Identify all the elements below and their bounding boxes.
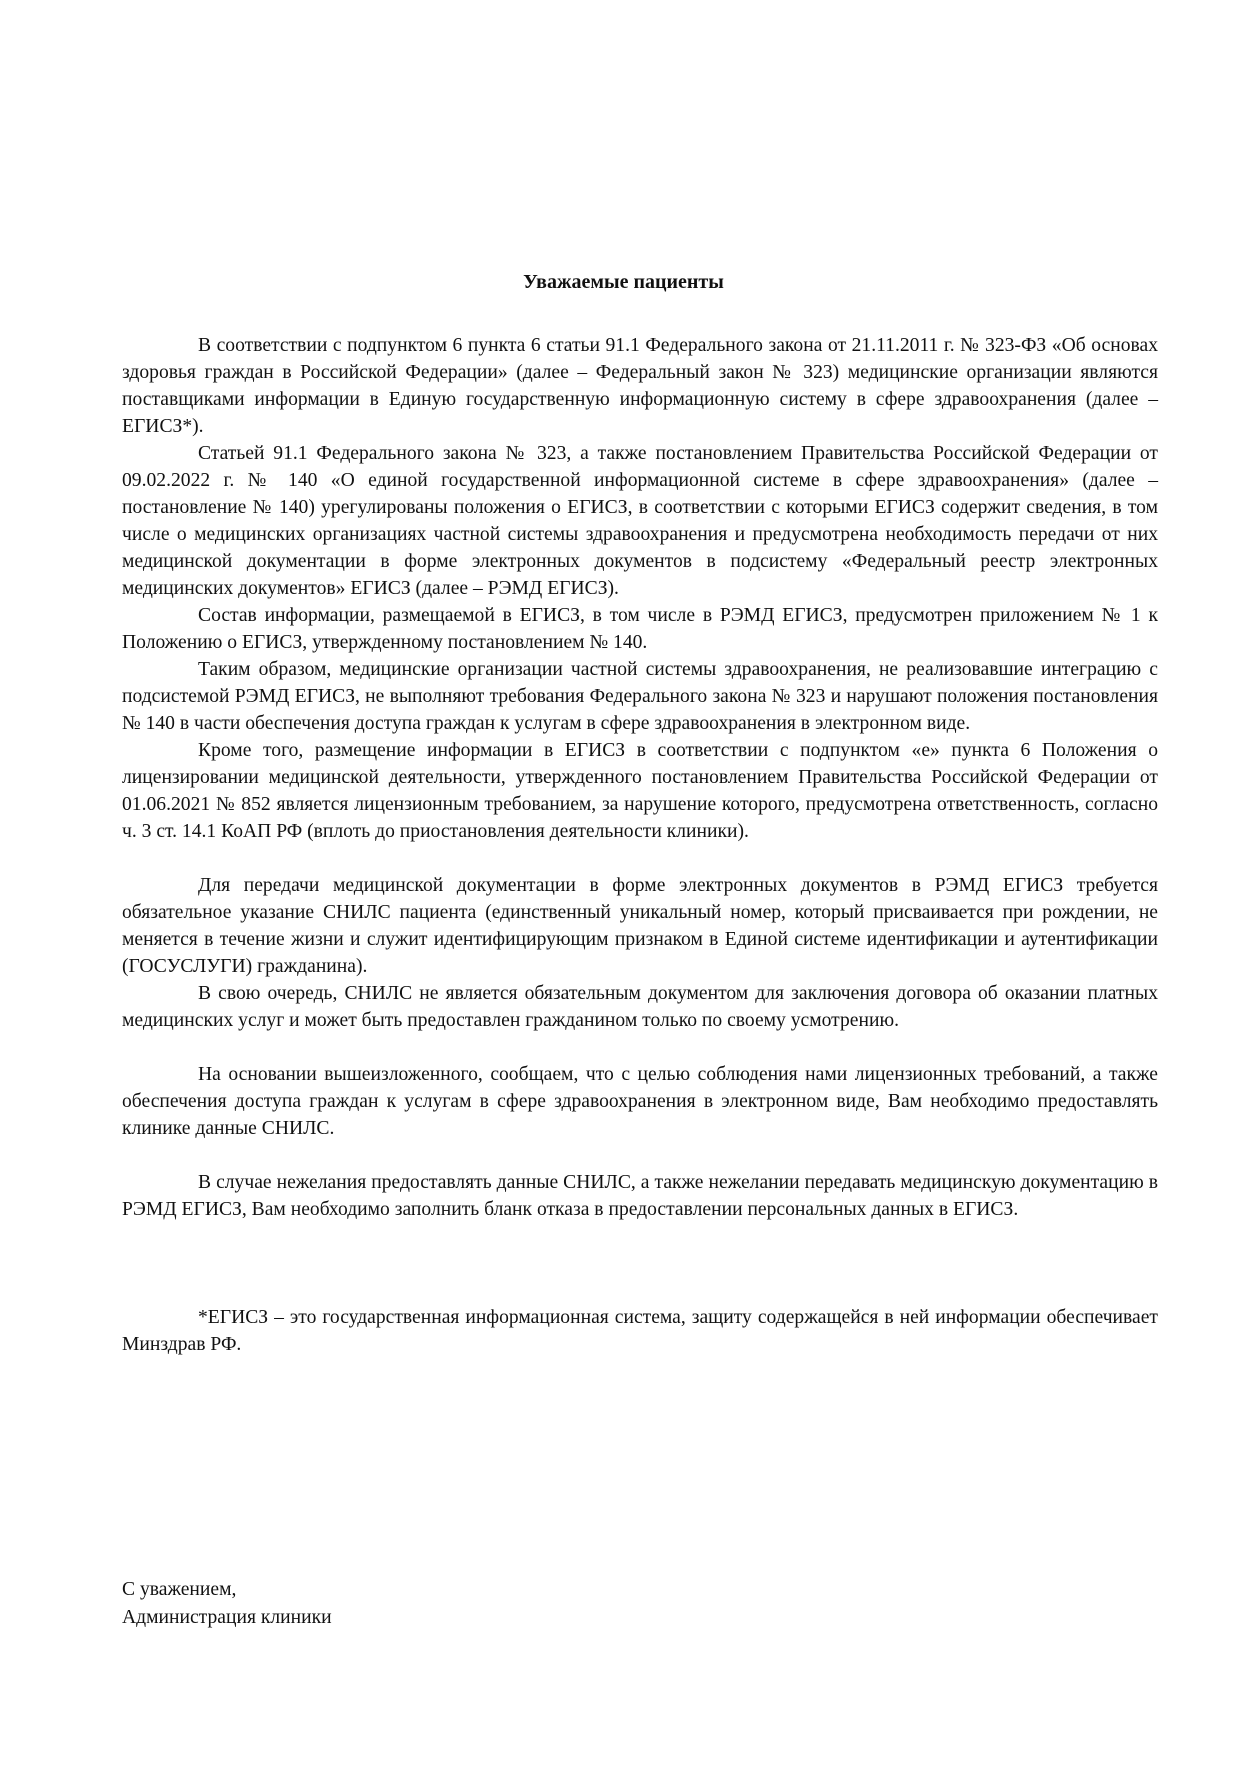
paragraph-request: На основании вышеизложенного, сообщаем, что с целью соблюдения нами лицензионных требований, а также обеспечения доступа граждан к услугам в сфере здравоохранения в электронном виде, Вам необходимо предоставлять клинике данные СНИЛС. [122, 1064, 1158, 1139]
document-title: Уважаемые пациенты [523, 271, 724, 293]
paragraph-snils-requirement: Для передачи медицинской документации в форме электронных документов в РЭМД ЕГИСЗ требуется обязательное указание СНИЛС пациента (единственный уникальный номер, который присваивается при рождении, не меняется в течение жизни и служит идентифицирующим признаком в Единой системе идентификации и аутентификации (ГОСУСЛУГИ) гражданина). [122, 875, 1158, 977]
signature-closing: С уважением, [122, 1579, 237, 1600]
paragraph-footnote: *ЕГИСЗ – это государственная информационная система, защиту содержащейся в ней информации обеспечивает Минздрав РФ. [122, 1307, 1158, 1355]
paragraph-legal-basis: В соответствии с подпунктом 6 пункта 6 статьи 91.1 Федерального закона от 21.11.2011 г. № 323-ФЗ «Об основах здоровья граждан в Российской Федерации» (далее – Федеральный закон № 323) медицинские организации являются поставщиками информации в Единую государственную информационную систему в сфере здравоохранения (далее – ЕГИСЗ*). [122, 335, 1158, 437]
paragraph-information-scope: Состав информации, размещаемой в ЕГИСЗ, в том числе в РЭМД ЕГИСЗ, предусмотрен приложением № 1 к Положению о ЕГИСЗ, утвержденному постановлением № 140. [122, 605, 1158, 653]
paragraph-article-91: Статьей 91.1 Федерального закона № 323, а также постановлением Правительства Российской Федерации от 09.02.2022 г. № 140 «О единой государственной информационной системе в сфере здравоохранения» (далее – постановление № 140) урегулированы положения о ЕГИСЗ, в соответствии с которыми ЕГИСЗ содержит сведения, в том числе о медицинских организациях частной системы здравоохранения и предусмотрена необходимость передачи от них медицинской документации в форме электронных документов в подсистему «Федеральный реестр электронных медицинских документов» ЕГИСЗ (далее – РЭМД ЕГИСЗ). [122, 443, 1158, 599]
signature-block [122, 1576, 332, 1632]
document-body [122, 332, 1158, 1358]
paragraph-licensing: Кроме того, размещение информации в ЕГИСЗ в соответствии с подпунктом «е» пункта 6 Положения о лицензировании медицинской деятельности, утвержденного постановлением Правительства Российской Федерации от 01.06.2021 № 852 является лицензионным требованием, за нарушение которого, предусмотрена ответственность, согласно ч. 3 ст. 14.1 КоАП РФ (вплоть до приостановления деятельности клиники). [122, 740, 1158, 842]
paragraph-refusal: В случае нежелания предоставлять данные СНИЛС, а также нежелании передавать медицинскую документацию в РЭМД ЕГИСЗ, Вам необходимо заполнить бланк отказа в предоставлении персональных данных в ЕГИСЗ. [122, 1172, 1158, 1220]
signature-sender: Администрация клиники [122, 1607, 332, 1628]
paragraph-snils-optional: В свою очередь, СНИЛС не является обязательным документом для заключения договора об оказании платных медицинских услуг и может быть предоставлен гражданином только по своему усмотрению. [122, 983, 1158, 1031]
paragraph-consequence: Таким образом, медицинские организации частной системы здравоохранения, не реализовавшие интеграцию с подсистемой РЭМД ЕГИСЗ, не выполняют требования Федерального закона № 323 и нарушают положения постановления № 140 в части обеспечения доступа граждан к услугам в сфере здравоохранения в электронном виде. [122, 659, 1158, 734]
